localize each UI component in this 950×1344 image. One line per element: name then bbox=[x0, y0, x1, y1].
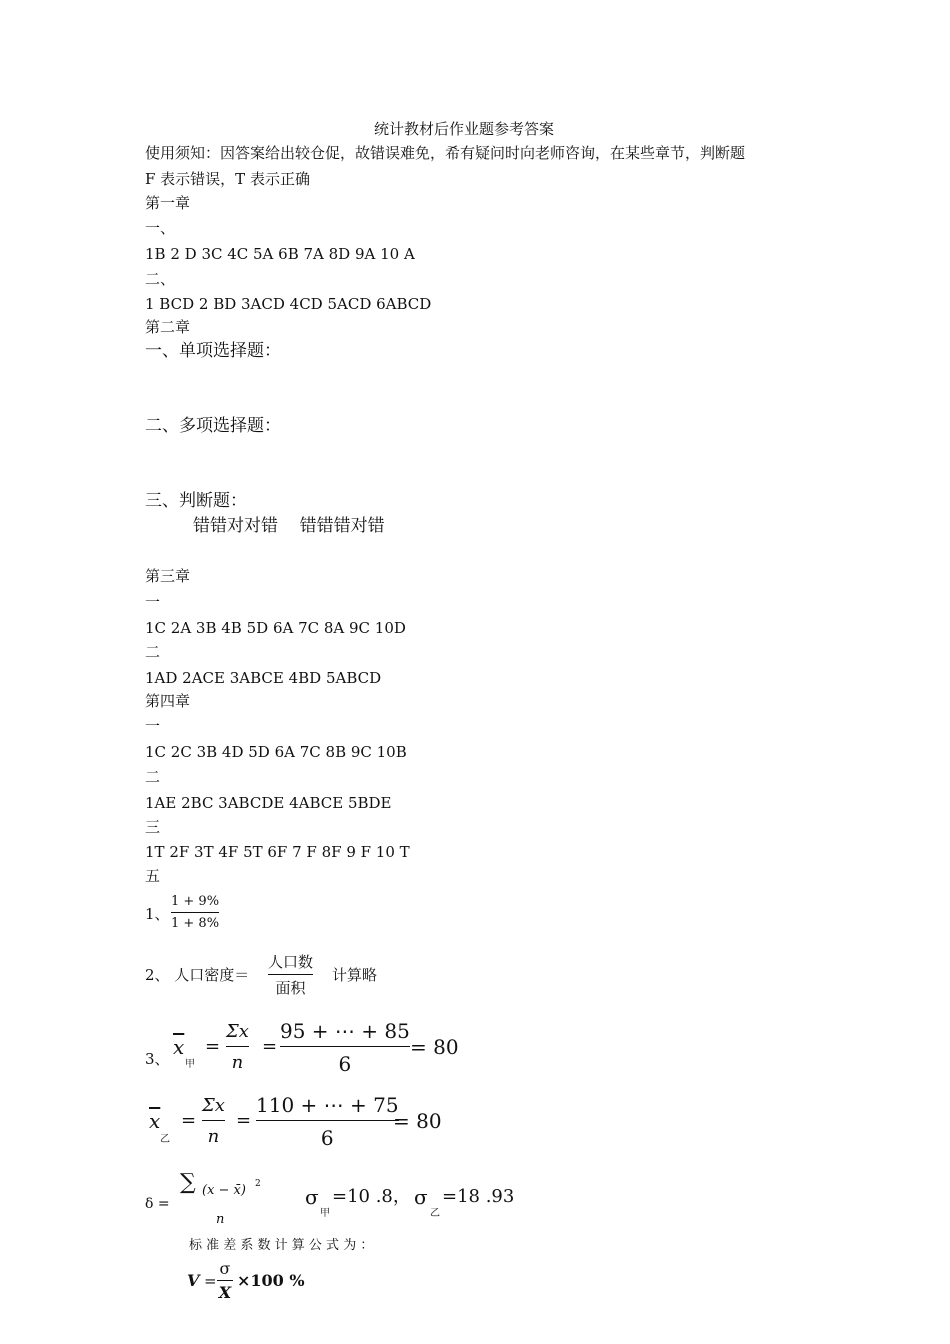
equals-sign: = bbox=[181, 1110, 197, 1131]
n-symbol: n bbox=[207, 1126, 220, 1147]
cv-tail: ×100 % bbox=[237, 1271, 305, 1290]
chapter-4-section-5: 五 bbox=[145, 867, 161, 885]
chapter-2-section-2: 二、多项选择题： bbox=[145, 416, 281, 436]
question-1-numerator: 1 + 9% bbox=[171, 894, 220, 909]
sigma-symbol-yi: σ bbox=[414, 1185, 428, 1209]
chapter-4-heading: 第四章 bbox=[145, 692, 191, 710]
values-denominator-jia: 6 bbox=[338, 1052, 352, 1076]
cv-caption: 标 准 差 系 数 计 算 公 式 为 ： bbox=[189, 1238, 374, 1253]
equals-sign: = bbox=[205, 1036, 221, 1057]
fraction-bar bbox=[226, 1046, 249, 1047]
sum-over-n-jia bbox=[226, 1020, 249, 1075]
values-numerator-yi: 110 + ⋯ + 75 bbox=[256, 1093, 399, 1117]
chapter-1-section-2-answers: 1 BCD 2 BD 3ACD 4CD 5ACD 6ABCD bbox=[145, 295, 432, 313]
values-numerator-jia: 95 + ⋯ + 85 bbox=[280, 1019, 410, 1043]
question-2-fraction bbox=[268, 952, 313, 998]
values-denominator-yi: 6 bbox=[320, 1126, 334, 1150]
question-2-tail: 计算略 bbox=[332, 966, 378, 984]
chapter-2-section-1: 一、单项选择题： bbox=[145, 341, 281, 361]
fraction-bar bbox=[268, 974, 313, 975]
chapter-4-section-2-answers: 1AE 2BC 3ABCDE 4ABCE 5BDE bbox=[145, 794, 392, 812]
chapter-2-section-3: 三、判断题： bbox=[145, 491, 247, 511]
chapter-1-section-2: 二、 bbox=[145, 270, 176, 288]
chapter-4-section-3-answers: 1T 2F 3T 4F 5T 6F 7 F 8F 9 F 10 T bbox=[145, 843, 410, 861]
chapter-2-heading: 第二章 bbox=[145, 318, 191, 336]
n-symbol: n bbox=[216, 1212, 225, 1227]
chapter-3-section-1-answers: 1C 2A 3B 4B 5D 6A 7C 8A 9C 10D bbox=[145, 619, 406, 637]
chapter-3-heading: 第三章 bbox=[145, 567, 191, 585]
question-2-denominator: 面积 bbox=[275, 979, 306, 997]
subscript-yi: 乙 bbox=[430, 1208, 440, 1219]
result-yi: = 80 bbox=[393, 1109, 442, 1133]
square-exponent: 2 bbox=[255, 1179, 261, 1189]
cv-symbol: V bbox=[187, 1271, 200, 1290]
equals-sign: = bbox=[236, 1110, 252, 1131]
sigma-value-yi: =18 .93 bbox=[442, 1186, 515, 1207]
fraction-bar bbox=[256, 1120, 399, 1121]
equals-sign: = bbox=[204, 1272, 217, 1290]
sigma-value-jia: =10 .8， bbox=[332, 1186, 411, 1207]
fraction-bar bbox=[171, 912, 219, 913]
chapter-2-section-3-answers: 错错对对错 错错错对错 bbox=[193, 516, 385, 536]
chapter-4-section-1-answers: 1C 2C 3B 4D 5D 6A 7C 8B 9C 10B bbox=[145, 743, 407, 761]
equals-sign: = bbox=[262, 1036, 278, 1057]
fraction-bar bbox=[280, 1046, 410, 1047]
chapter-1-heading: 第一章 bbox=[145, 194, 191, 212]
chapter-1-section-1-answers: 1B 2 D 3C 4C 5A 6B 7A 8D 9A 10 A bbox=[145, 245, 415, 263]
question-1-denominator: 1 + 8% bbox=[171, 916, 220, 931]
sum-over-n-yi bbox=[202, 1094, 225, 1149]
question-2-numerator: 人口数 bbox=[268, 953, 314, 971]
question-1-label: 1、 bbox=[145, 905, 170, 923]
subscript-jia: 甲 bbox=[185, 1059, 195, 1070]
values-fraction-jia bbox=[280, 1018, 410, 1077]
notice-line-1: 使用须知：因答案给出较仓促，故错误难免，希有疑问时向老师咨询，在某些章节，判断题 bbox=[145, 144, 746, 162]
sum-x: Σx bbox=[226, 1021, 249, 1042]
chapter-3-section-1: 一 bbox=[145, 593, 161, 611]
sum-x: Σx bbox=[202, 1095, 225, 1116]
fraction-bar bbox=[202, 1120, 225, 1121]
sigma-symbol-jia: σ bbox=[305, 1185, 319, 1209]
page-title: 统计教材后作业题参考答案 bbox=[374, 120, 555, 138]
notice-line-2: F 表示错误，T 表示正确 bbox=[145, 170, 310, 188]
chapter-1-section-1: 一、 bbox=[145, 219, 176, 237]
values-fraction-yi bbox=[256, 1092, 399, 1151]
chapter-4-section-3: 三 bbox=[145, 818, 161, 836]
delta-label: δ = bbox=[145, 1196, 170, 1212]
chapter-4-section-2: 二 bbox=[145, 768, 161, 786]
n-symbol: n bbox=[231, 1052, 244, 1073]
summation-symbol: ∑ bbox=[180, 1170, 196, 1195]
chapter-3-section-2: 二 bbox=[145, 643, 161, 661]
subscript-jia: 甲 bbox=[320, 1208, 330, 1219]
cv-denominator: X bbox=[218, 1283, 232, 1302]
mean-symbol-jia: $\overline{x}$ bbox=[173, 1035, 185, 1059]
deviation-expression: (x − x̄) bbox=[202, 1183, 246, 1198]
question-3-label: 3、 bbox=[145, 1050, 170, 1068]
question-2-label: 2、 人口密度＝ bbox=[145, 966, 250, 984]
cv-fraction bbox=[217, 1259, 233, 1303]
subscript-yi: 乙 bbox=[160, 1134, 170, 1145]
fraction-bar bbox=[217, 1280, 233, 1281]
cv-numerator: σ bbox=[219, 1259, 231, 1278]
chapter-4-section-1: 一 bbox=[145, 717, 161, 735]
chapter-3-section-2-answers: 1AD 2ACE 3ABCE 4BD 5ABCD bbox=[145, 669, 382, 687]
result-jia: = 80 bbox=[410, 1035, 459, 1059]
question-1-fraction bbox=[171, 893, 219, 933]
mean-symbol-yi: $\overline{x}$ bbox=[149, 1109, 161, 1133]
